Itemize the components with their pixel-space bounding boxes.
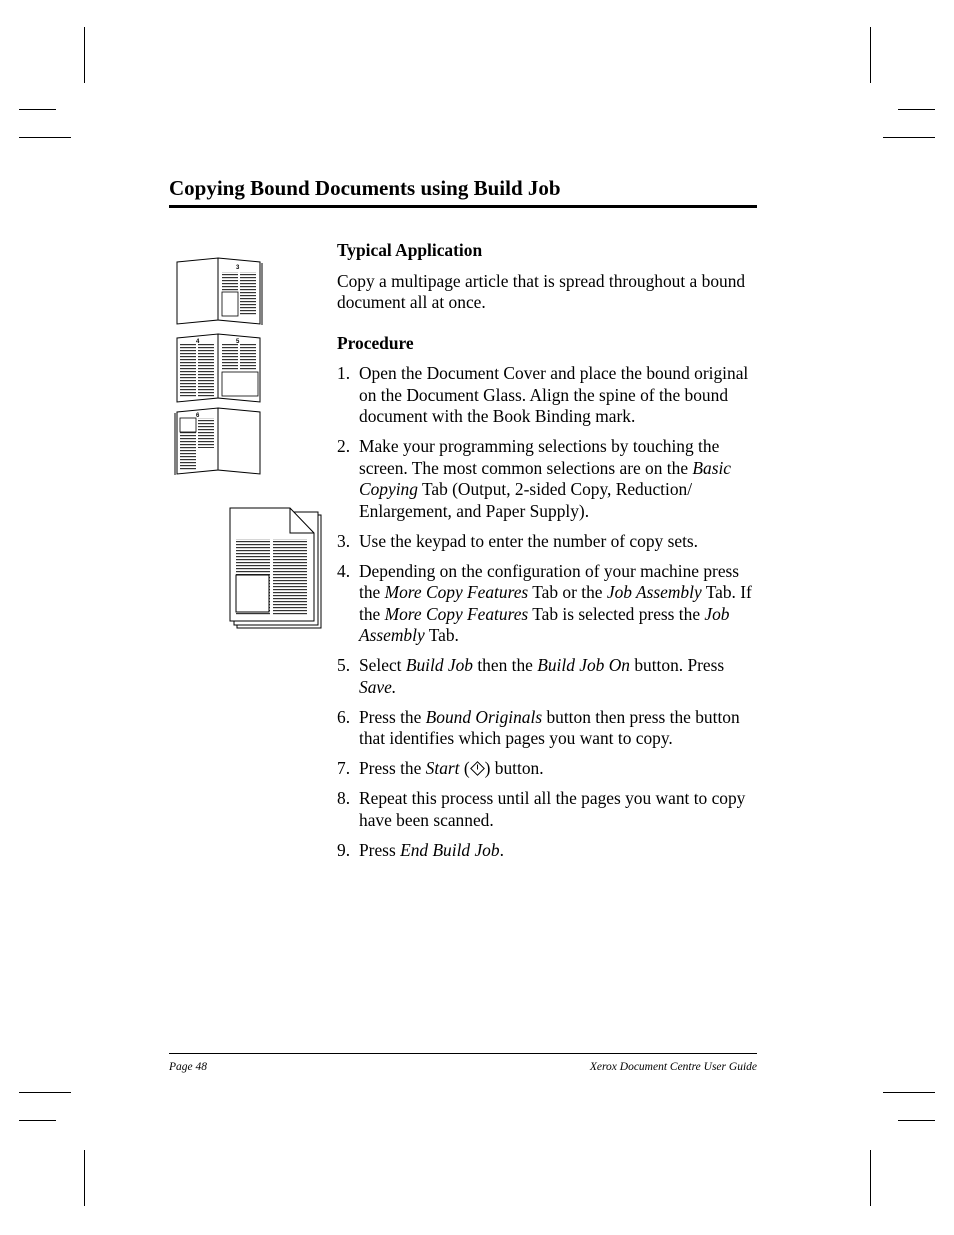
step-text: Open the Document Cover and place the bound original on the Document Glass. Align the spine of the bound document with the Book Binding mark. (359, 363, 749, 426)
section-text: Copy a multipage article that is spread throughout a bound document all at once. (337, 270, 746, 312)
step-text: Repeat this process until all the pages you want to copy have been scanned. (359, 788, 746, 830)
emphasized-term: More Copy Features (384, 582, 529, 602)
step-text: Tab is selected press the (528, 603, 705, 624)
emphasized-term: Job Assembly (606, 582, 702, 602)
crop-mark (870, 27, 871, 83)
step-text: Select (359, 655, 406, 675)
procedure-step (337, 758, 757, 780)
page-number: Page 48 (169, 1061, 208, 1073)
step-text: Tab (Output, 2-sided Copy, Reduction/ Enlargement, and Paper Supply). (359, 479, 693, 521)
step-text: Tab. (424, 625, 459, 645)
procedure-step (337, 363, 757, 428)
step-text: button then press the button that identifies which pages you want to copy. (359, 706, 740, 748)
page-number: 6 (196, 413, 200, 419)
step-number: 4. (337, 560, 351, 581)
step-text: ( (459, 758, 470, 778)
step-text: Press (359, 839, 401, 860)
emphasized-term: Save. (359, 676, 397, 697)
step-number: 7. (337, 758, 351, 778)
step-text: Use the keypad to enter the number of copy sets. (359, 530, 699, 551)
footer-rule (169, 1053, 757, 1054)
page-title: Copying Bound Documents using Build Job (169, 176, 561, 200)
step-number: 5. (337, 655, 351, 675)
step-number: 1. (337, 363, 351, 383)
emphasized-term: Build Job (405, 655, 473, 675)
step-text: Tab or the (528, 582, 607, 602)
emphasized-term: Build Job On (537, 655, 630, 675)
book-spread-2 (177, 334, 260, 402)
emphasized-term: Start (425, 758, 460, 778)
crop-mark (883, 1092, 935, 1093)
guide-title: Xerox Document Centre User Guide (589, 1061, 757, 1073)
crop-mark (19, 1120, 56, 1121)
step-number: 8. (337, 788, 351, 808)
section-heading: Typical Application (337, 240, 483, 260)
emphasized-term: Job Assembly (359, 603, 730, 645)
crop-mark (19, 109, 56, 110)
step-number: 9. (337, 839, 351, 860)
procedure-step (337, 655, 757, 698)
crop-mark (84, 27, 85, 83)
procedure-step (337, 561, 757, 647)
crop-mark (870, 1150, 871, 1206)
step-text: Make your programming selections by touching the screen. The most common selections are on the (359, 436, 720, 478)
page-number: 4 (196, 339, 200, 345)
step-number: 3. (337, 530, 351, 551)
procedure-step (337, 531, 757, 553)
emphasized-term: Bound Originals (425, 706, 543, 727)
book-spread-1 (177, 258, 262, 325)
step-text: ) button. (484, 758, 544, 778)
step-text: then the (472, 655, 538, 675)
step-number: 6. (337, 706, 351, 727)
procedure-step (337, 707, 757, 750)
copy-output-illustration (226, 505, 326, 635)
emphasized-term: Basic Copying (359, 457, 732, 499)
crop-mark (84, 1150, 85, 1206)
section-heading: Procedure (337, 332, 414, 353)
crop-mark (898, 1120, 935, 1121)
step-text: Press the (359, 758, 426, 778)
start-icon (470, 760, 485, 775)
crop-mark (19, 1092, 71, 1093)
title-rule (169, 205, 757, 208)
step-text: button. Press (629, 655, 725, 675)
step-text: Depending on the configuration of your machine press the (359, 560, 740, 602)
crop-mark (19, 137, 71, 138)
book-spread-3 (175, 408, 260, 475)
content (337, 240, 757, 870)
bound-document-illustration (170, 250, 270, 482)
procedure-step (337, 840, 757, 862)
step-text: Press the (359, 706, 426, 727)
emphasized-term: End Build Job (400, 839, 500, 860)
crop-mark (883, 137, 935, 138)
procedure-step (337, 436, 757, 522)
emphasized-term: More Copy Features (384, 603, 529, 624)
page-number: 5 (236, 339, 240, 345)
procedure-step (337, 788, 757, 831)
step-text: . (499, 839, 504, 860)
page-number: 3 (236, 265, 240, 271)
step-number: 2. (337, 436, 351, 456)
crop-mark (898, 109, 935, 110)
step-text: Tab. If the (359, 582, 752, 624)
procedure-steps (337, 363, 757, 861)
